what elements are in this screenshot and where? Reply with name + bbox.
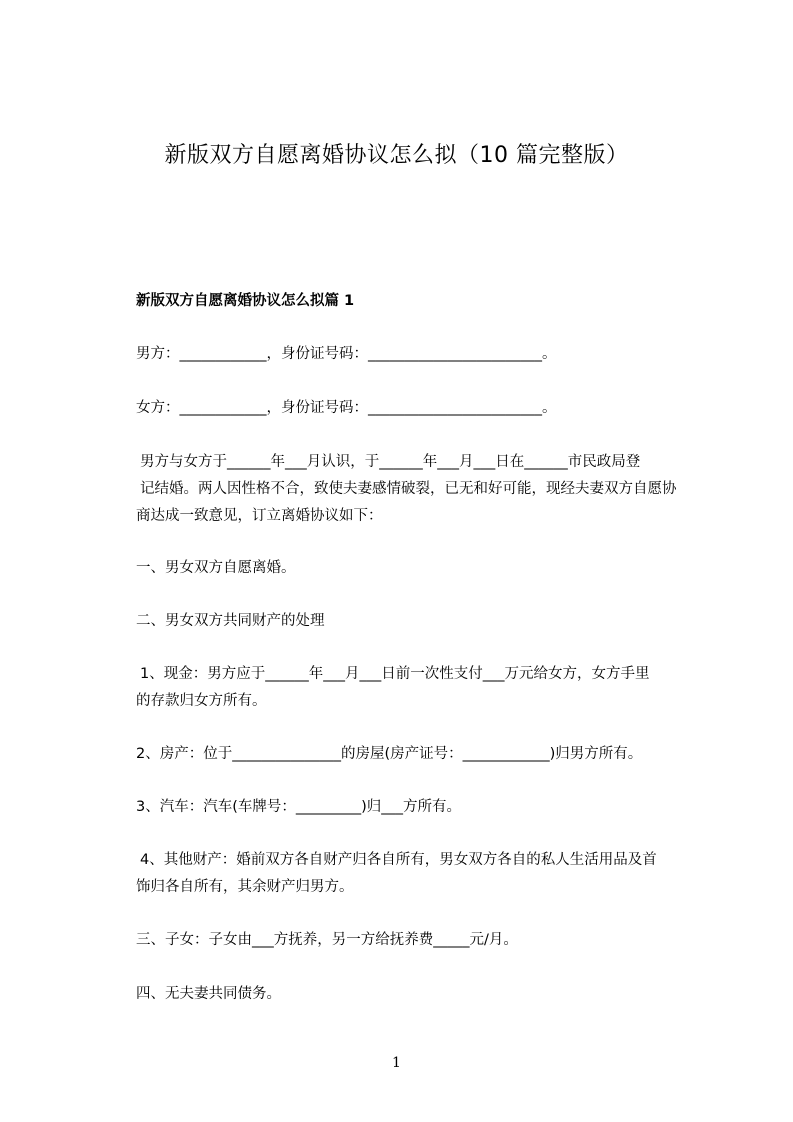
male-party-line: 男方：____________，身份证号码：________________________。 [136,346,557,362]
intro-line-1: 男方与女方于______年___月认识，于______年___月___日在______市民政局登 [140,454,641,470]
item-1-line-1: 1、现金：男方应于______年___月___日前一次性支付___万元给女方，女方手里 [140,666,650,682]
intro-line-3: 商达成一致意见，订立离婚协议如下： [136,508,383,524]
clause-3: 三、子女：子女由___方抚养，另一方给抚养费_____元/月。 [136,932,518,948]
female-party-line: 女方：____________，身份证号码：________________________。 [136,400,557,416]
intro-line-2: 记结婚。两人因性格不合，致使夫妻感情破裂，已无和好可能，现经夫妻双方自愿协 [140,481,677,497]
page-number: 1 [392,1055,401,1071]
item-4-line-1: 4、其他财产：婚前双方各自财产归各自所有，男女双方各自的私人生活用品及首 [140,852,657,868]
item-3: 3、汽车：汽车(车牌号：_________)归___方所有。 [136,799,462,815]
item-4-line-2: 饰归各自所有，其余财产归男方。 [136,879,354,895]
clause-4: 四、无夫妻共同债务。 [136,986,281,1002]
document-title: 新版双方自愿离婚协议怎么拟（10 篇完整版） [164,143,629,168]
clause-2: 二、男女双方共同财产的处理 [136,613,325,629]
section-heading: 新版双方自愿离婚协议怎么拟篇 1 [136,293,355,309]
item-1-line-2: 的存款归女方所有。 [136,693,267,709]
clause-1: 一、男女双方自愿离婚。 [136,560,296,576]
item-2: 2、房产：位于_______________的房屋(房产证号：____________)归男方所有。 [136,746,643,762]
